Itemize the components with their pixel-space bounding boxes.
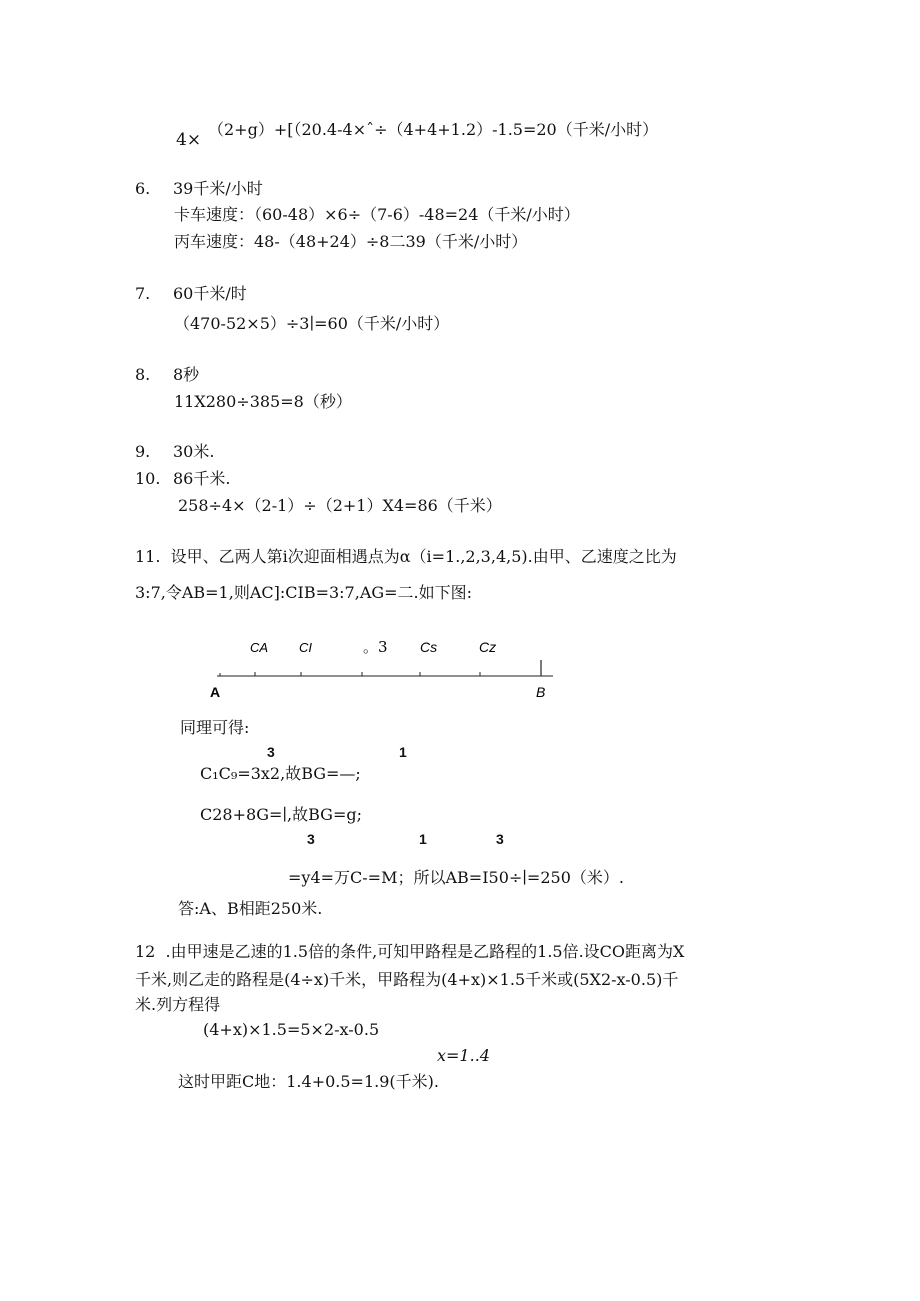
fraction-denominator-3b: 3 xyxy=(496,831,504,847)
q12-line1: 12 .由甲速是乙速的1.5倍的条件,可知甲路程是乙路程的1.5倍.设CO距离为X xyxy=(135,942,685,961)
q11-answer: 答:A、B相距250米. xyxy=(178,899,323,918)
q11-line2: 3:7,令AB=1,则AC]:CIB=3:7,AG=二.如下图: xyxy=(135,583,473,602)
label-a: A xyxy=(210,684,221,700)
q12-line3: 米.列方程得 xyxy=(135,995,221,1014)
q9-answer: 30米. xyxy=(173,442,215,461)
label-ci: CI xyxy=(299,640,312,655)
label-cz: Cz xyxy=(479,639,497,655)
formula-line: （2+g）+[（20.4-4×ˆ÷（4+4+1.2）-1.5=20（千米/小时） xyxy=(208,120,659,139)
same-reason-text: 同理可得: xyxy=(180,718,250,737)
q6-line2: 丙车速度：48-（48+24）÷8二39（千米/小时） xyxy=(174,232,528,251)
q12-final: 这时甲距C地：1.4+0.5=1.9(千米). xyxy=(178,1072,439,1091)
q8-line1: 11X280÷385=8（秒） xyxy=(174,392,352,411)
formula-c1c9: C₁C₉=3x2,故BG=—; xyxy=(200,764,361,783)
label-b: B xyxy=(536,684,546,700)
fraction-numerator-1: 1 xyxy=(399,744,407,760)
q6-line1: 卡车速度：（60-48）×6÷（7-6）-48=24（千米/小时） xyxy=(174,205,580,224)
q7-number: 7. xyxy=(135,284,151,303)
q8-number: 8. xyxy=(135,365,151,384)
segment-diagram xyxy=(200,630,570,710)
q6-answer: 39千米/小时 xyxy=(173,179,263,198)
q10-answer: 86千米. xyxy=(173,469,231,488)
q12-line2: 千米,则乙走的路程是(4÷x)千米，甲路程为(4+x)×1.5千米或(5X2-x-0.5)千 xyxy=(135,970,679,989)
q7-line1: （470-52×5）÷3∣=60（千米/小时） xyxy=(174,314,450,333)
q10-number: 10. xyxy=(135,469,161,488)
fraction-denominator-1: 1 xyxy=(419,831,427,847)
q6-number: 6. xyxy=(135,179,151,198)
q11-line1: 11. 设甲、乙两人第i次迎面相遇点为α（i=1.,2,3,4,5).由甲、乙速度之比为 xyxy=(135,547,677,566)
formula-c28: C28+8G=∣,故BG=g; xyxy=(200,805,362,824)
q12-equation: (4+x)×1.5=5×2-x-0.5 xyxy=(203,1020,380,1039)
fraction-denominator-3a: 3 xyxy=(307,831,315,847)
formula-ab-result: =y4=万C-=M；所以AB=I50÷∣=250（米）. xyxy=(288,868,624,887)
q8-answer: 8秒 xyxy=(173,365,200,384)
fraction-numerator-3: 3 xyxy=(267,744,275,760)
label-c3: 。3 xyxy=(363,638,388,656)
q7-answer: 60千米/时 xyxy=(173,284,247,303)
q12-solution-x: x=1..4 xyxy=(437,1046,490,1065)
formula-prefix: 4× xyxy=(176,130,202,150)
q10-line1: 258÷4×（2-1）÷（2+1）X4=86（千米） xyxy=(178,496,502,515)
q9-number: 9. xyxy=(135,442,151,461)
label-ca: CA xyxy=(250,640,269,655)
label-cs: Cs xyxy=(420,639,438,655)
